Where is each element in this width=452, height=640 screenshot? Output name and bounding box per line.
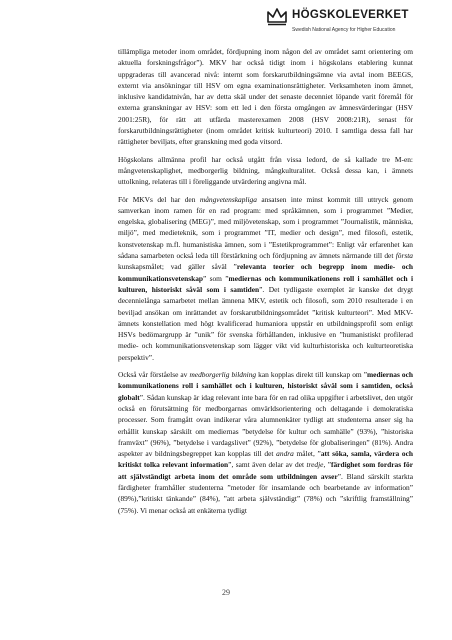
brand-tagline: Swedish National Agency for Higher Education (292, 27, 396, 33)
paragraph-3: För MKVs del har den mångvetenskapliga ansatsen inte minst kommit till uttryck genom samverkan inom ramen för en rad program: med språkämnen, som i programmet ”Medier, engelska, globalisering (MEG)”, med miljövetenskap, som i programmet ”Journalistik, människa, miljö”, med medieteknik, som i programmet ”IT, medier och design”, med filosofi, estetik, konstvetenskap m.fl. humanistiska ämnen, som i ”Estetikprogrammet”: Enligt vår erfarenhet kan sådana samarbeten också leda till förstärkning och fördjupning av ämnets närmande till det första kunskapsmålet; vad gäller såväl ”relevanta teorier och begrepp inom medie- och kommunikationsvetenskap” som ”mediernas och kommunikationens roll i samhället och i kulturen, historiskt såväl som i samtiden”. Det tydligaste exemplet är kanske det drygt decennielånga samarbetet mellan ämnena MKV, estetik och filosofi, som 2010 resulterade i en beviljad ansökan om inrättandet av forskarutbildningsområdet ”kritisk kulturteori”. Med MKV-ämnets konstellation med högt kvalificerad humaniora uppstår en utbildningsprofil som enligt HSVs bedömargrupp är ”unik” för svenska förhållanden, inklusive en ”humanistiskt profilerad medie- och kommunikationsvetenskap som lägger vikt vid kulturhistoriska och kulturteoretiska perspektiv”. (118, 194, 414, 362)
document-body (118, 46, 413, 522)
paragraph-1: tillämpliga metoder inom området, fördjupning inom någon del av området samt orientering om aktuella forskningsfrågor”). MKV har också tidigt inom i högskolans etablering kunnat uppgraderas till avancerad nivå: internt som forskarutbildningsämne via avtal inom BEEGS, externt via ansökningar till HSV om egna examinationsrättigheter. Verksamheten inom ämnet, inklusive kandidatnivån, har av detta skäl under det senaste decenniet löpande varit föremål för externa granskningar av HSV: som ett led i den första omgången av ämnesvärderingar (HSV 2001:25R), för rätt att utfärda masterexamen 2008 (HSV 2008:21R), senast för forskarutbildningsrättigheter (inom området kritisk kulturteori) 2010. I samtliga dessa fall har rättigheter beviljats, efter granskning med goda vitsord. (118, 47, 413, 147)
crown-icon (266, 6, 288, 26)
page-number: 29 (222, 588, 230, 597)
brand-name: HÖGSKOLEVERKET (292, 9, 409, 22)
agency-logo (266, 6, 436, 36)
paragraph-4: Också vår förståelse av medborgerlig bildning kan kopplas direkt till kunskap om ”mediernas och kommunikationens roll i samhället och i kulturen, historiskt såväl som i samtiden, också globalt”. Sådan kunskap är idag relevant inte bara för en rad olika uppgifter i arbetslivet, den utgör också en förutsättning för medborgarnas omvärldsorientering och deltagande i demokratiska processer. Som framgått ovan indikerar våra alumnenkäter tydligt att studenterna anser sig ha erhållit kunskap särskilt om mediernas ”betydelse för kultur och samhälle” (93%), ”historiska framväxt” (96%), ”betydelse i vardagslivet” (92%), ”betydelse för globaliseringen” (81%). Andra aspekter av bildningsbegreppet kan kopplas till det andra målet, ”att söka, samla, värdera och kritiskt tolka relevant information”, samt även delar av det tredje, ”färdighet som fordras för att självständigt arbeta inom det område som utbildningen avser”. Bland särskilt starkta färdigheter framhåller studenterna ”metoder för insamlande och bearbetande av information” (89%),”kritiskt tänkande” (84%), ”att arbeta självständigt” (78%) och ”skriftlig framställning” (75%). Vi menar också att enkäterna tydligt (118, 370, 414, 515)
paragraph-2: Högskolans allmänna profil har också utgått från vissa ledord, de så kallade tre M-en: mångvetenskaplighet, medborgerlig bildning, mångkulturalitet. Också dessa kan, i ämnets uttolkning, relateras till i föreliggande utvärdering angivna mål. (118, 154, 413, 187)
